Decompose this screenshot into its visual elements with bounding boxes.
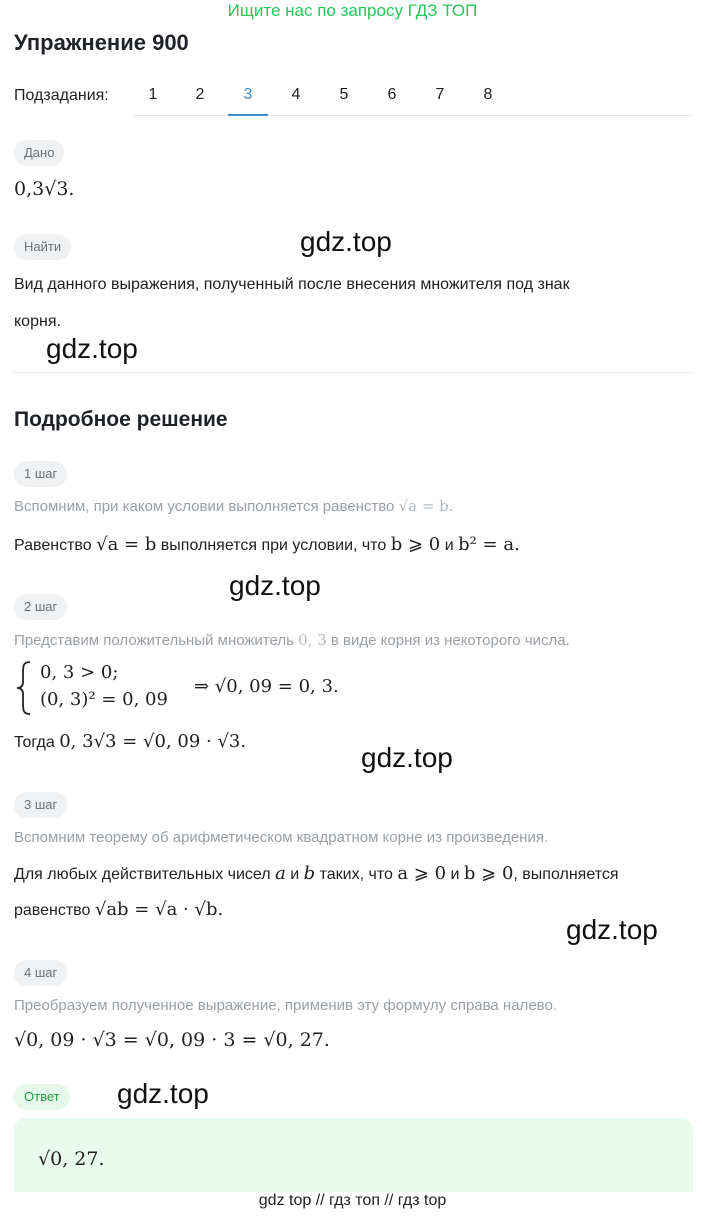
answer-tag: Ответ [14, 1084, 70, 1110]
section-divider [14, 372, 693, 373]
step-1-tag: 1 шаг [14, 461, 67, 487]
system-line-1: 0, 3 > 0; [40, 662, 119, 683]
step-3-text-d: и [450, 866, 460, 883]
tab-subtask-2[interactable]: 2 [195, 86, 205, 103]
step-1-hint-math: √a = b. [398, 497, 454, 515]
step-3-math-b: b [303, 863, 316, 884]
step-1-body-math-a: √a = b [96, 534, 157, 555]
step-1-body [14, 534, 520, 555]
step-1-body-text-a: Равенство [14, 537, 92, 554]
step-2-then-text: Тогда [14, 734, 55, 751]
step-1-body-text-c: и [444, 537, 454, 554]
find-text-line2: корня. [14, 313, 61, 330]
equation-system [14, 660, 414, 716]
brace-icon [14, 660, 36, 716]
tab-subtask-8[interactable]: 8 [483, 86, 493, 103]
step-3-body-line2 [14, 899, 223, 920]
step-2-hint-text-a: Представим положительный множитель [14, 632, 294, 649]
system-result: ⇒ √0, 09 = 0, 3. [194, 676, 339, 697]
step-1-body-math-b: b ⩾ 0 [390, 534, 441, 555]
find-tag: Найти [14, 234, 71, 260]
watermark: gdz.top [361, 742, 453, 773]
given-expression: 0,3√3. [14, 178, 75, 200]
tab-subtask-4[interactable]: 4 [291, 86, 301, 103]
step-3-math-e: √ab = √a · √b. [94, 899, 224, 920]
step-2-then [14, 731, 246, 752]
step-3-math-c: a ⩾ 0 [397, 863, 447, 884]
step-2-hint [14, 631, 570, 649]
step-3-math-d: b ⩾ 0 [463, 863, 514, 884]
step-3-body-line1 [14, 863, 619, 884]
step-3-text-c: таких, что [319, 866, 393, 883]
step-3-text-a: Для любых действительных чисел [14, 866, 271, 883]
footer-links: gdz top // гдз топ // гдз top [258, 1192, 447, 1209]
step-2-tag: 2 шаг [14, 594, 67, 620]
tab-subtask-7[interactable]: 7 [435, 86, 445, 103]
step-3-tag: 3 шаг [14, 792, 67, 818]
top-banner: Ищите нас по запросу ГДЗ ТОП [227, 1, 478, 20]
step-2-then-math: 0, 3√3 = √0, 09 · √3. [59, 731, 247, 752]
tab-subtask-3[interactable]: 3 [228, 83, 268, 116]
answer-box [14, 1118, 693, 1192]
step-3-math-a: a [275, 863, 286, 884]
step-1-body-math-c: b² = a. [458, 534, 520, 555]
answer-value: √0, 27. [38, 1148, 105, 1170]
tab-subtask-1[interactable]: 1 [148, 86, 158, 103]
step-3-hint: Вспомним теорему об арифметическом квадратном корне из произведения. [14, 829, 549, 846]
step-2-hint-text-b: в виде корня из некоторого числа. [330, 632, 570, 649]
page-title: Упражнение 900 [14, 30, 189, 55]
step-1-hint [14, 497, 454, 515]
step-1-body-text-b: выполняется при условии, что [160, 537, 387, 554]
watermark: gdz.top [566, 914, 658, 945]
solution-title: Подробное решение [14, 408, 228, 431]
watermark: gdz.top [300, 226, 392, 257]
find-text-line1: Вид данного выражения, полученный после внесения множителя под знак [14, 276, 570, 293]
given-tag: Дано [14, 140, 64, 166]
step-4-tag: 4 шаг [14, 960, 67, 986]
watermark: gdz.top [117, 1078, 209, 1109]
subtasks-bar [14, 83, 693, 116]
tab-subtask-5[interactable]: 5 [339, 86, 349, 103]
step-2-hint-math: 0, 3 [298, 631, 327, 649]
watermark: gdz.top [46, 333, 138, 364]
step-4-math: √0, 09 · √3 = √0, 09 · 3 = √0, 27. [14, 1029, 330, 1051]
step-3-text-b: и [290, 866, 300, 883]
step-1-hint-text: Вспомним, при каком условии выполняется равенство [14, 498, 395, 515]
watermark: gdz.top [229, 570, 321, 601]
system-line-2: (0, 3)² = 0, 09 [40, 689, 168, 710]
tab-subtask-6[interactable]: 6 [387, 86, 397, 103]
step-4-hint: Преобразуем полученное выражение, применив эту формулу справа налево. [14, 997, 557, 1014]
subtasks-label: Подзадания: [14, 87, 109, 104]
step-3-text-f: равенство [14, 902, 91, 919]
step-3-text-e: , выполняется [513, 866, 619, 883]
